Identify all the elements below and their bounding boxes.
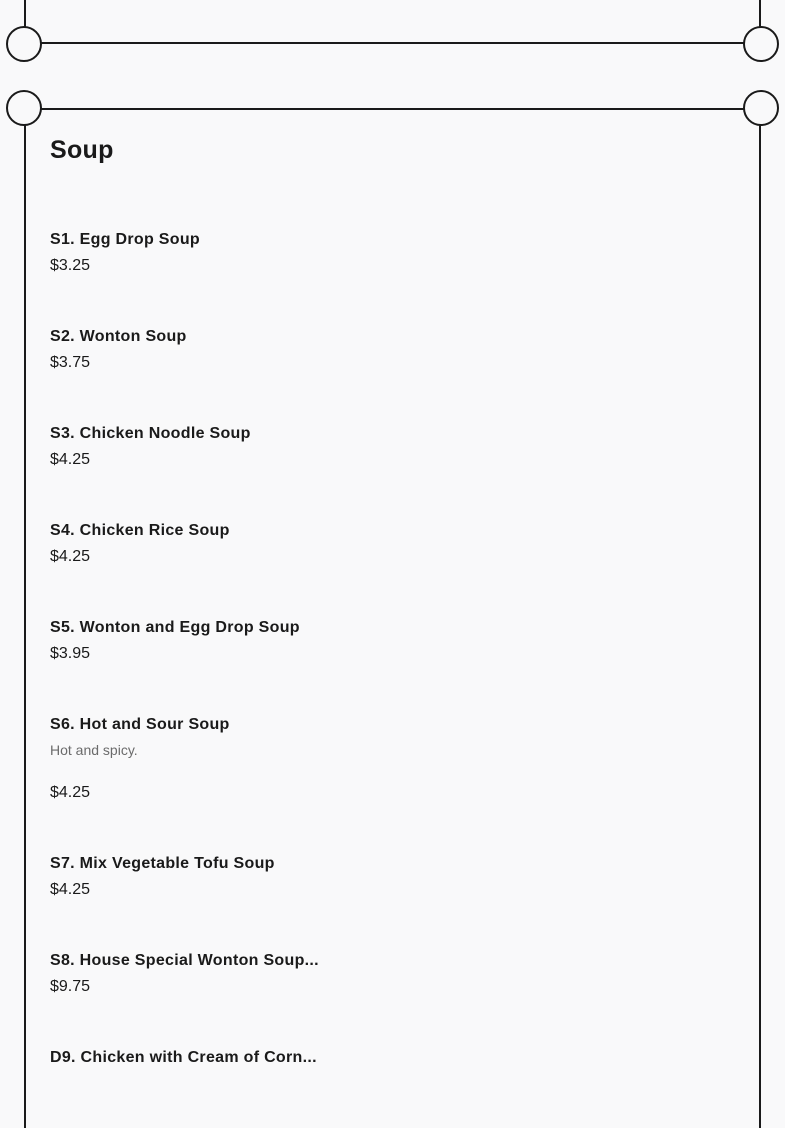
menu-item[interactable] [50, 951, 735, 997]
menu-item-name: S3. Chicken Noodle Soup [50, 425, 251, 442]
card-corner-notch [6, 26, 42, 62]
category-title: Soup [50, 136, 114, 164]
menu-item[interactable] [50, 424, 735, 470]
menu-item-price: $3.95 [50, 645, 91, 662]
menu-item-description: Hot and spicy. [50, 742, 138, 758]
card-corner-notch [743, 90, 779, 126]
menu-item-price: $4.25 [50, 784, 91, 801]
menu-item-name: S5. Wonton and Egg Drop Soup [50, 619, 300, 636]
menu-item[interactable] [50, 1048, 735, 1068]
card-corner-notch [743, 26, 779, 62]
menu-item[interactable] [50, 230, 735, 276]
menu-item-price: $4.25 [50, 881, 91, 898]
menu-item-name: S2. Wonton Soup [50, 328, 187, 345]
menu-item-list [50, 230, 735, 1119]
menu-item[interactable] [50, 854, 735, 900]
soup-category-card [24, 108, 761, 1128]
menu-item-name: S6. Hot and Sour Soup [50, 716, 230, 733]
menu-item[interactable] [50, 618, 735, 664]
menu-item[interactable] [50, 327, 735, 373]
menu-item-price: $9.75 [50, 978, 91, 995]
menu-item-name: S4. Chicken Rice Soup [50, 522, 230, 539]
card-corner-notch [6, 90, 42, 126]
menu-item[interactable] [50, 521, 735, 567]
menu-item-name: S7. Mix Vegetable Tofu Soup [50, 855, 275, 872]
previous-category-card [24, 0, 761, 44]
menu-item-price: $3.25 [50, 257, 91, 274]
menu-item-name: S1. Egg Drop Soup [50, 231, 200, 248]
menu-item-price: $4.25 [50, 451, 91, 468]
menu-item-name: D9. Chicken with Cream of Corn... [50, 1049, 317, 1066]
menu-item-price: $4.25 [50, 548, 91, 565]
menu-item[interactable] [50, 715, 735, 803]
menu-item-name: S8. House Special Wonton Soup... [50, 952, 319, 969]
menu-item-price: $3.75 [50, 354, 91, 371]
